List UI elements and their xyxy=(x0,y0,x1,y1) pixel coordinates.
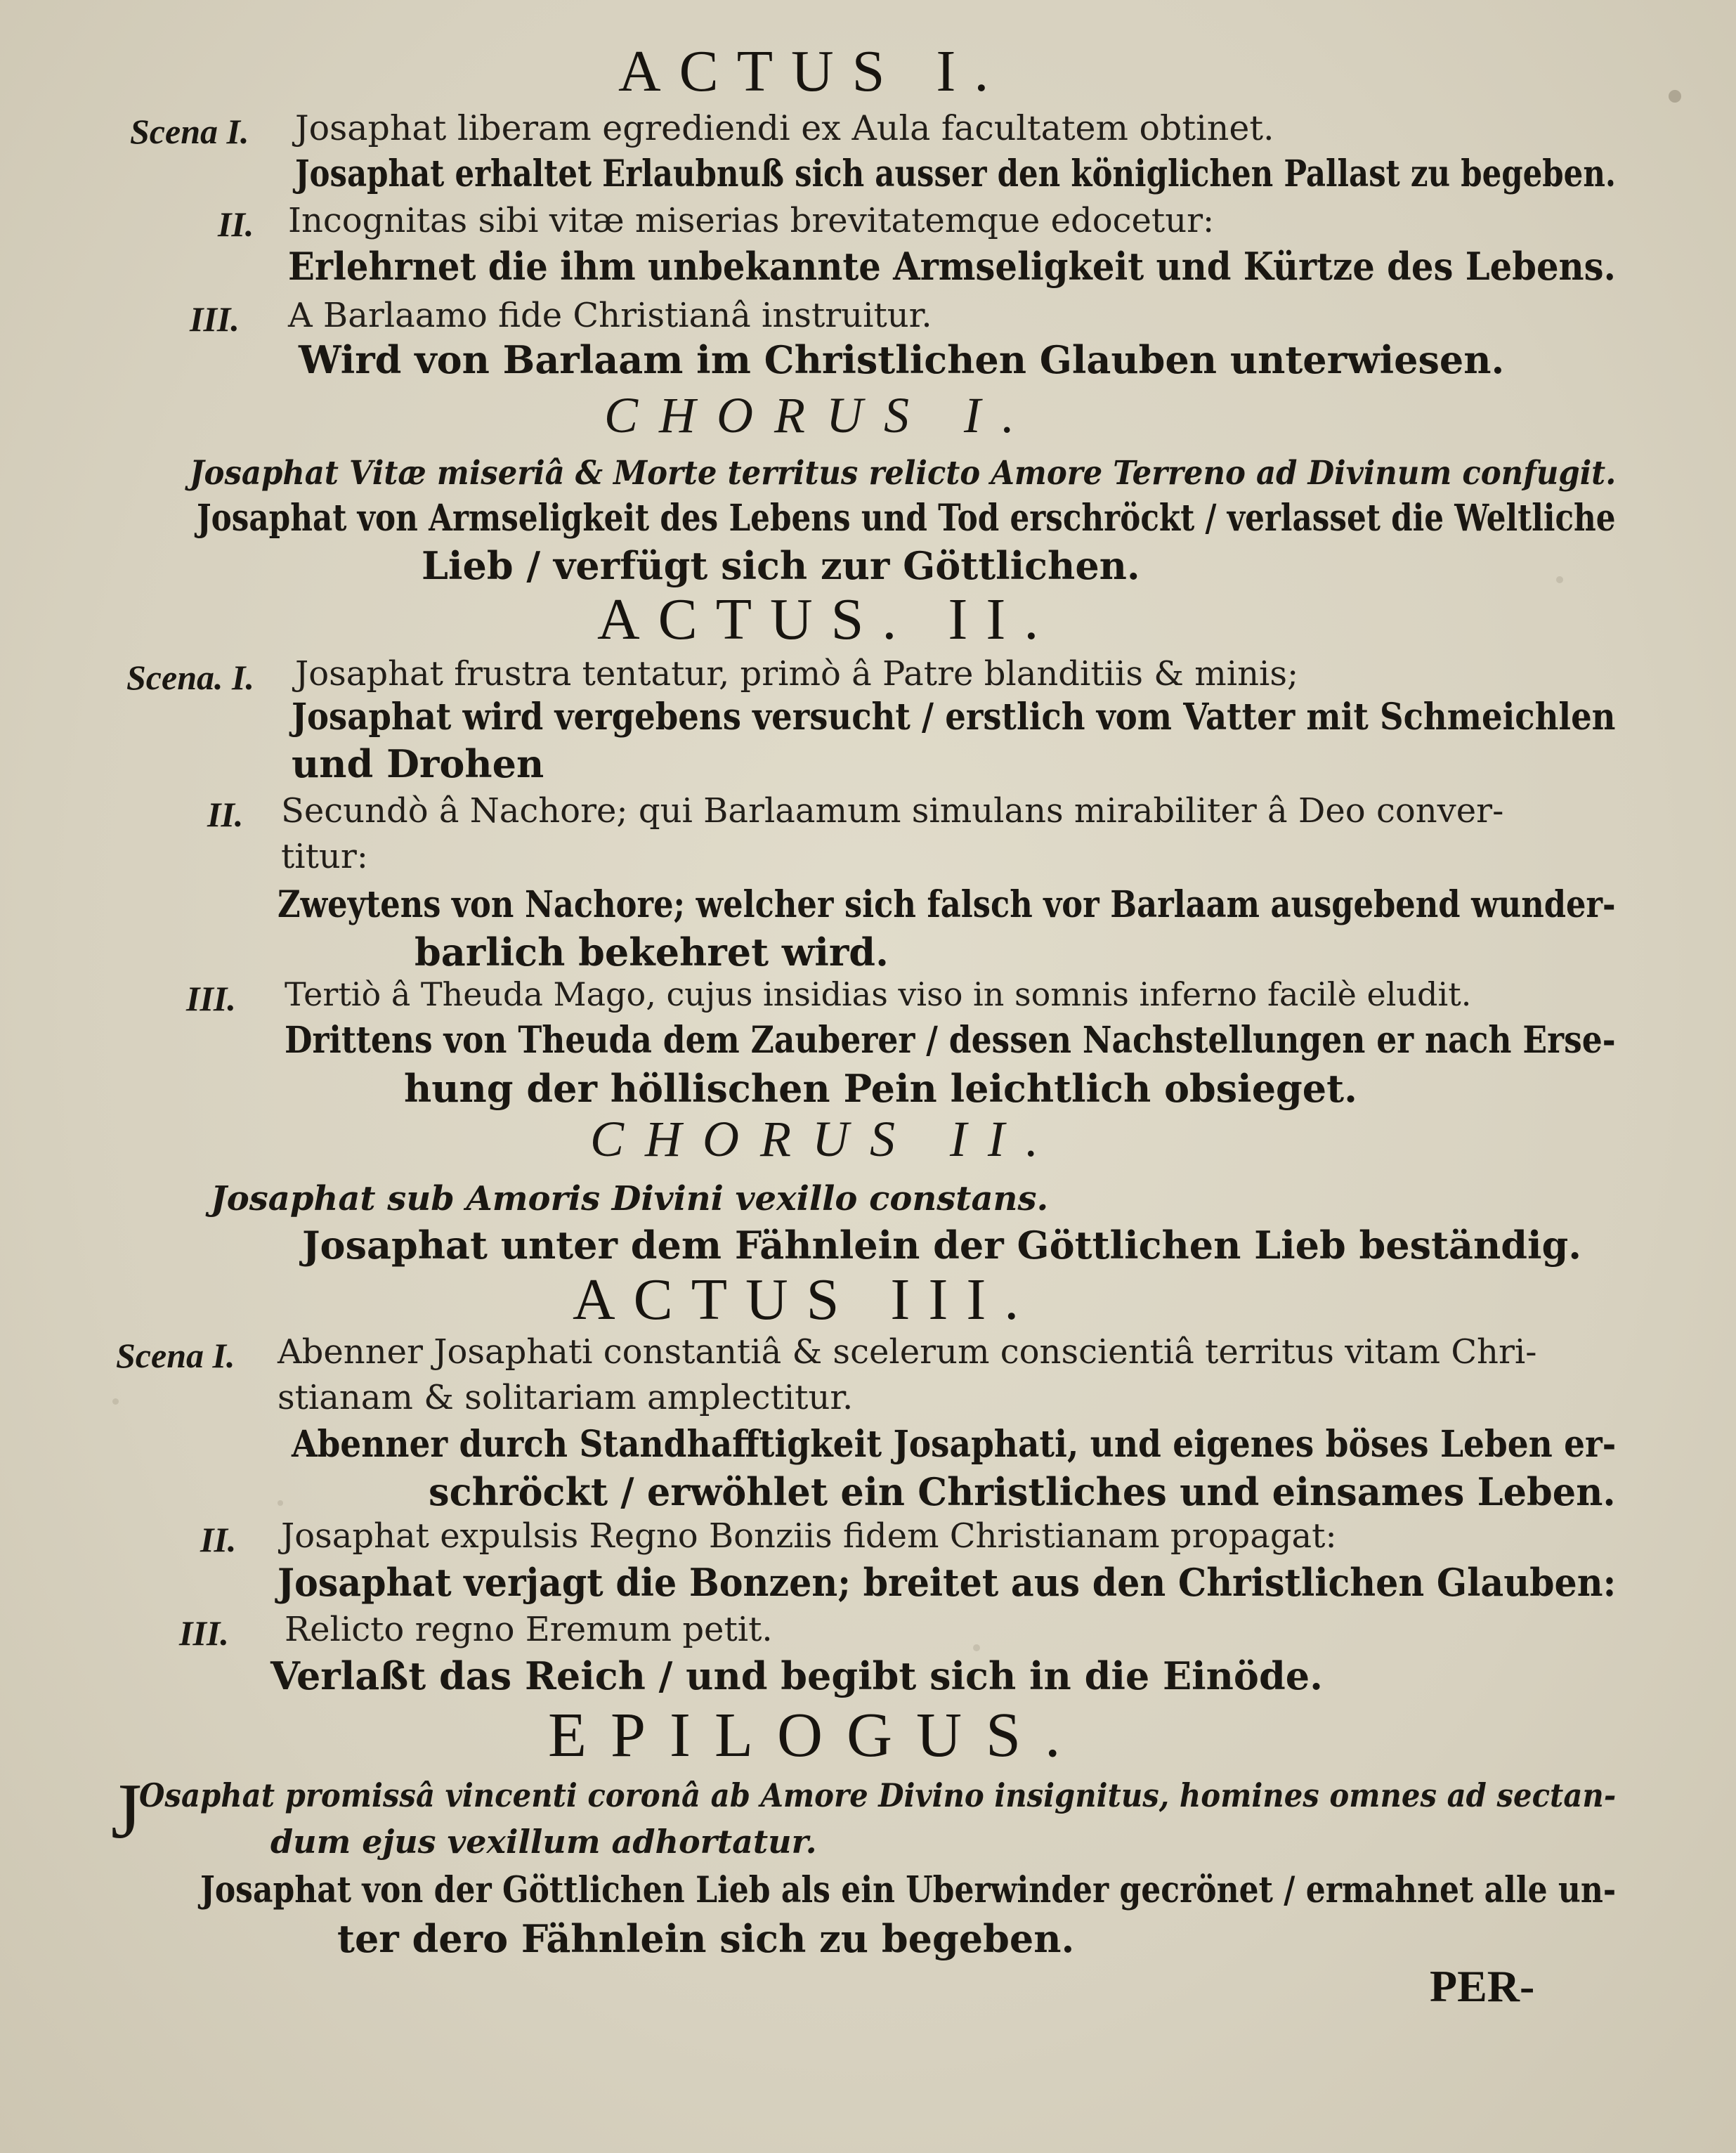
paper-speck xyxy=(1556,576,1563,583)
epilogus-latin: dum ejus vexillum adhortatur. xyxy=(270,1823,817,1861)
scena-label: Scena I. xyxy=(116,1336,235,1375)
scena-german: Josaphat verjagt die Bonzen; breitet aus den Christlichen Glauben: xyxy=(278,1560,1617,1605)
scena-german: hung der höllischen Pein leichtlich obsieget. xyxy=(404,1066,1357,1111)
epilogus-german: Josaphat von der Göttlichen Lieb als ein Uberwinder gecrönet / ermahnet alle un- xyxy=(200,1869,1617,1911)
actus-2-heading: ACTUS. II. xyxy=(597,587,1057,652)
scena-label: II. xyxy=(207,795,244,834)
epilogus-heading: EPILOGUS. xyxy=(548,1700,1085,1770)
scena-german: Wird von Barlaam im Christlichen Glauben unterwiesen. xyxy=(299,337,1505,382)
scena-german: Erlehrnet die ihm unbekannte Armseligkeit und Kürtze des Lebens. xyxy=(288,244,1616,289)
scena-latin: Incognitas sibi vitæ miserias brevitatemque edocetur: xyxy=(288,201,1215,240)
epilogus-latin: Osaphat promissâ vincenti coronâ ab Amore Divino insignitus, homines omnes ad sectan- xyxy=(139,1776,1617,1814)
paper-speck xyxy=(973,1644,980,1651)
scena-latin: Josaphat frustra tentatur, primò â Patre blanditiis & minis; xyxy=(295,654,1299,694)
scena-label: III. xyxy=(190,299,240,339)
scena-german: barlich bekehret wird. xyxy=(415,930,889,975)
scena-latin: Josaphat liberam egrediendi ex Aula facultatem obtinet. xyxy=(295,108,1274,148)
chorus-latin: Josaphat Vitæ miseriâ & Morte territus relicto Amore Terreno ad Divinum confugit. xyxy=(190,454,1617,493)
scena-german: Josaphat wird vergebens versucht / erstlich vom Vatter mit Schmeichlen xyxy=(292,696,1616,739)
chorus-german: Josaphat von Armseligkeit des Lebens und Tod erschröckt / verlasset die Weltliche xyxy=(197,497,1616,540)
chorus-2-heading: CHORUS II. xyxy=(590,1111,1059,1167)
scena-latin: titur: xyxy=(281,837,368,876)
scena-latin: Tertiò â Theuda Mago, cujus insidias viso in somnis inferno facilè eludit. xyxy=(285,975,1472,1013)
paper-speck xyxy=(1669,90,1681,103)
chorus-latin: Josaphat sub Amoris Divini vexillo constans. xyxy=(211,1179,1049,1218)
scena-latin: Abenner Josaphati constantiâ & scelerum conscientiâ territus vitam Chri- xyxy=(278,1332,1537,1372)
drop-cap: J xyxy=(111,1768,142,1855)
scena-german: schröckt / erwöhlet ein Christliches und einsames Leben. xyxy=(429,1469,1616,1514)
scena-label: Scena. I. xyxy=(126,658,254,697)
scena-german: Josaphat erhaltet Erlaubnuß sich ausser den königlichen Pallast zu begeben. xyxy=(295,152,1617,195)
scena-german: und Drohen xyxy=(292,741,544,786)
scena-label: III. xyxy=(179,1613,229,1653)
scena-latin: Secundò â Nachore; qui Barlaamum simulans mirabiliter â Deo conver- xyxy=(281,791,1504,831)
paper-speck xyxy=(112,1398,119,1405)
scena-german: Drittens von Theuda dem Zauberer / dessen Nachstellungen er nach Erse- xyxy=(285,1019,1616,1062)
scena-latin: Josaphat expulsis Regno Bonziis fidem Christianam propagat: xyxy=(281,1516,1337,1556)
scena-german: Verlaßt das Reich / und begibt sich in die Einöde. xyxy=(270,1653,1323,1698)
scena-label: Scena I. xyxy=(130,112,249,151)
scena-label: II. xyxy=(200,1520,237,1559)
paper-speck xyxy=(278,1500,283,1506)
actus-3-heading: ACTUS III. xyxy=(573,1267,1038,1332)
scena-label: II. xyxy=(218,204,254,244)
scena-german: Abenner durch Standhafftigkeit Josaphati, und eigenes böses Leben er- xyxy=(292,1423,1617,1466)
actus-1-heading: ACTUS I. xyxy=(618,39,1007,104)
chorus-german: Lieb / verfügt sich zur Göttlichen. xyxy=(422,543,1140,588)
scena-latin: A Barlaamo fide Christianâ instruitur. xyxy=(288,296,932,335)
epilogus-german: ter dero Fähnlein sich zu begeben. xyxy=(337,1916,1075,1961)
scena-german: Zweytens von Nachore; welcher sich falsch vor Barlaam ausgebend wunder- xyxy=(278,883,1616,926)
chorus-1-heading: CHORUS I. xyxy=(604,387,1036,443)
scena-latin: Relicto regno Eremum petit. xyxy=(285,1610,773,1649)
chorus-german: Josaphat unter dem Fähnlein der Göttlichen Lieb beständig. xyxy=(302,1223,1582,1268)
scena-latin: stianam & solitariam amplectitur. xyxy=(278,1378,854,1417)
catchword: PER- xyxy=(1430,1961,1535,2011)
scena-label: III. xyxy=(186,979,236,1018)
